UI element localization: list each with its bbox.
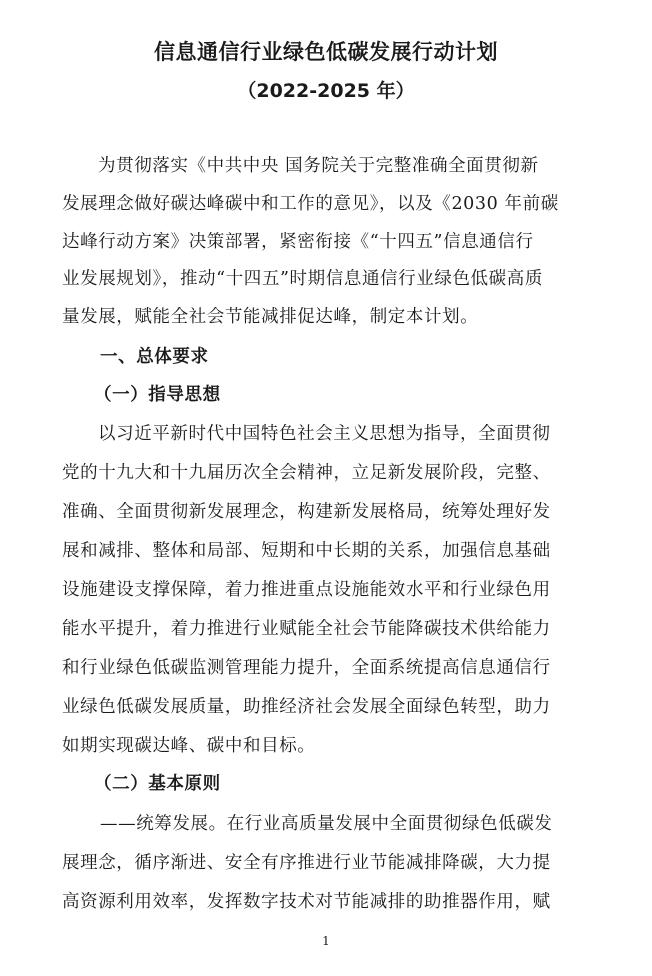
paragraph-line: 高资源利用效率，发挥数字技术对节能减排的助推器作用，赋 (62, 892, 551, 912)
document-subtitle: （2022-2025 年） (237, 80, 415, 102)
paragraph-line: 业绿色低碳发展质量，助推经济社会发展全面绿色转型，助力 (62, 697, 551, 717)
document-title: 信息通信行业绿色低碳发展行动计划 (154, 40, 498, 64)
paragraph-line: 准确、全面贯彻新发展理念，构建新发展格局，统筹处理好发 (62, 502, 551, 522)
paragraph-line: 以习近平新时代中国特色社会主义思想为指导，全面贯彻 (98, 424, 551, 444)
paragraph-line: 达峰行动方案》决策部署，紧密衔接《“十四五”信息通信行 (62, 232, 534, 252)
paragraph-line: 如期实现碳达峰、碳中和目标。 (62, 736, 316, 756)
paragraph-line: 量发展，赋能全社会节能减排促达峰，制定本计划。 (62, 307, 479, 327)
paragraph-line: 展和减排、整体和局部、短期和中长期的关系，加强信息基础 (62, 541, 551, 561)
section-heading: 一、总体要求 (100, 347, 209, 367)
paragraph-line: 发展理念做好碳达峰碳中和工作的意见》，以及《2030 年前碳 (62, 194, 559, 214)
paragraph-line: 为贯彻落实《中共中央 国务院关于完整准确全面贯彻新 (98, 156, 539, 176)
paragraph-line: 能水平提升，着力推进行业赋能全社会节能降碳技术供给能力 (62, 619, 551, 639)
paragraph-line: 业发展规划》，推动“十四五”时期信息通信行业绿色低碳高质 (62, 269, 543, 289)
paragraph-line: 展理念，循序渐进、安全有序推进行业节能减排降碳，大力提 (62, 853, 551, 873)
paragraph-line: 设施建设支撑保障，着力推进重点设施能效水平和行业绿色用 (62, 580, 551, 600)
subsection-heading: （二）基本原则 (94, 774, 221, 794)
subsection-heading: （一）指导思想 (94, 385, 221, 405)
paragraph-line: 党的十九大和十九届历次全会精神，立足新发展阶段，完整、 (62, 463, 551, 483)
paragraph-line: 和行业绿色低碳监测管理能力提升，全面系统提高信息通信行 (62, 658, 551, 678)
page-number: 1 (322, 934, 330, 948)
paragraph-line: ——统筹发展。在行业高质量发展中全面贯彻绿色低碳发 (100, 814, 553, 834)
